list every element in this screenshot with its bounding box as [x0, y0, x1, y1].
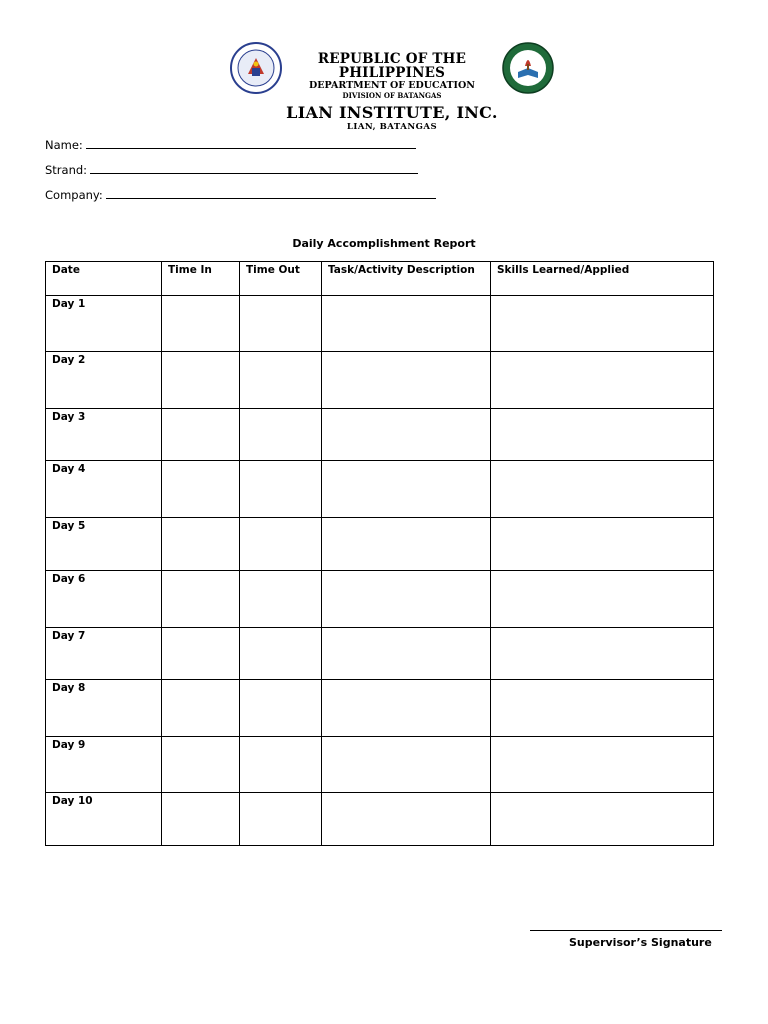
cell-task-description[interactable]	[322, 461, 491, 518]
cell-skills-learned[interactable]	[491, 518, 714, 571]
cell-skills-learned[interactable]	[491, 571, 714, 628]
table-header-row	[46, 262, 714, 296]
cell-task-description[interactable]	[322, 352, 491, 409]
cell-date: Day 7	[46, 628, 162, 680]
table-row	[46, 518, 714, 571]
header-time-out: Time Out	[240, 262, 322, 296]
header-task-description: Task/Activity Description	[322, 262, 491, 296]
cell-task-description[interactable]	[322, 793, 491, 846]
cell-date: Day 4	[46, 461, 162, 518]
cell-skills-learned[interactable]	[491, 409, 714, 461]
report-title: Daily Accomplishment Report	[292, 237, 476, 250]
cell-date: Day 6	[46, 571, 162, 628]
table-row	[46, 352, 714, 409]
cell-date: Day 2	[46, 352, 162, 409]
cell-date: Day 5	[46, 518, 162, 571]
cell-task-description[interactable]	[322, 518, 491, 571]
letterhead-department: DEPARTMENT OF EDUCATION	[309, 80, 475, 91]
cell-time-out[interactable]	[240, 628, 322, 680]
strand-blank-line[interactable]	[90, 163, 418, 174]
letterhead	[228, 40, 558, 132]
cell-time-out[interactable]	[240, 793, 322, 846]
signature-label: Supervisor’s Signature	[569, 936, 712, 949]
cell-date: Day 3	[46, 409, 162, 461]
table-row	[46, 571, 714, 628]
strand-label: Strand:	[45, 163, 88, 177]
cell-time-in[interactable]	[162, 737, 240, 793]
table-row	[46, 793, 714, 846]
lian-institute-seal-icon	[502, 42, 554, 94]
cell-time-out[interactable]	[240, 461, 322, 518]
cell-skills-learned[interactable]	[491, 793, 714, 846]
cell-task-description[interactable]	[322, 409, 491, 461]
cell-date: Day 10	[46, 793, 162, 846]
cell-task-description[interactable]	[322, 737, 491, 793]
cell-skills-learned[interactable]	[491, 461, 714, 518]
cell-time-out[interactable]	[240, 409, 322, 461]
company-field	[45, 188, 436, 202]
signature-line[interactable]	[530, 930, 722, 931]
cell-time-in[interactable]	[162, 571, 240, 628]
cell-date: Day 9	[46, 737, 162, 793]
letterhead-address: LIAN, BATANGAS	[346, 122, 438, 132]
table-row	[46, 628, 714, 680]
cell-skills-learned[interactable]	[491, 296, 714, 352]
cell-time-in[interactable]	[162, 793, 240, 846]
cell-task-description[interactable]	[322, 628, 491, 680]
cell-date: Day 8	[46, 680, 162, 737]
header-time-in: Time In	[162, 262, 240, 296]
name-label: Name:	[45, 138, 83, 152]
strand-field	[45, 163, 418, 177]
cell-time-out[interactable]	[240, 352, 322, 409]
cell-time-in[interactable]	[162, 518, 240, 571]
letterhead-text	[284, 40, 500, 132]
table-row	[46, 409, 714, 461]
cell-time-out[interactable]	[240, 518, 322, 571]
deped-seal-icon	[230, 42, 282, 94]
cell-task-description[interactable]	[322, 571, 491, 628]
cell-time-in[interactable]	[162, 352, 240, 409]
cell-skills-learned[interactable]	[491, 628, 714, 680]
cell-time-out[interactable]	[240, 296, 322, 352]
cell-time-in[interactable]	[162, 461, 240, 518]
cell-task-description[interactable]	[322, 680, 491, 737]
name-blank-line[interactable]	[86, 138, 416, 149]
company-label: Company:	[45, 188, 103, 202]
cell-skills-learned[interactable]	[491, 737, 714, 793]
table-row	[46, 737, 714, 793]
letterhead-division: DIVISION OF BATANGAS	[342, 91, 442, 100]
cell-time-out[interactable]	[240, 680, 322, 737]
cell-time-in[interactable]	[162, 296, 240, 352]
cell-task-description[interactable]	[322, 296, 491, 352]
cell-time-out[interactable]	[240, 737, 322, 793]
cell-skills-learned[interactable]	[491, 680, 714, 737]
cell-time-in[interactable]	[162, 628, 240, 680]
header-date: Date	[46, 262, 162, 296]
report-table	[45, 261, 714, 846]
company-blank-line[interactable]	[106, 188, 436, 199]
header-skills-learned: Skills Learned/Applied	[491, 262, 714, 296]
cell-time-in[interactable]	[162, 409, 240, 461]
table-row	[46, 296, 714, 352]
table-row	[46, 680, 714, 737]
cell-time-in[interactable]	[162, 680, 240, 737]
table-row	[46, 461, 714, 518]
cell-skills-learned[interactable]	[491, 352, 714, 409]
letterhead-school: LIAN INSTITUTE, INC.	[286, 103, 498, 122]
cell-date: Day 1	[46, 296, 162, 352]
cell-time-out[interactable]	[240, 571, 322, 628]
name-field	[45, 138, 416, 152]
letterhead-country: REPUBLIC OF THE PHILIPPINES	[317, 51, 467, 81]
